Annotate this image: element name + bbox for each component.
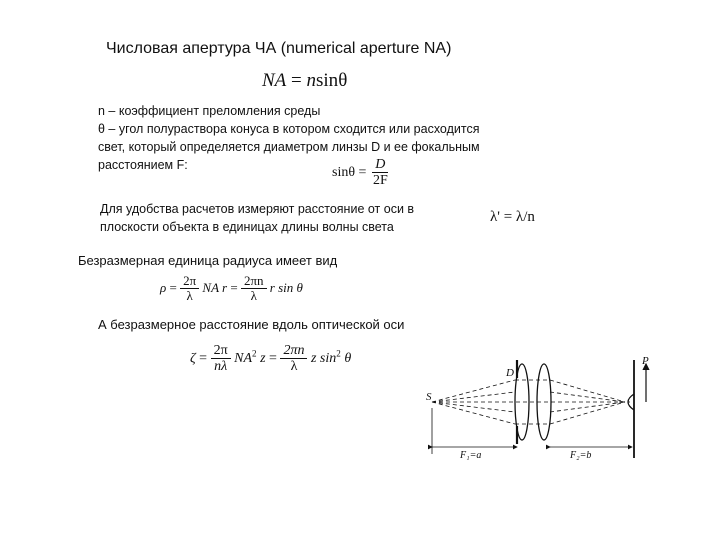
formula-rho-eq2: = <box>230 279 238 295</box>
formula-zeta-eq2: = <box>269 351 277 367</box>
formula-zeta-frac1-den: nλ <box>214 359 228 375</box>
formula-rho-frac1-den: λ <box>186 288 193 304</box>
light-rays <box>432 380 630 424</box>
formula-zeta-frac1-num: 2π <box>211 343 231 359</box>
page-title: Числовая апертура ЧА (numerical aperture NA) <box>106 40 452 57</box>
formula-rho-tail: r sin θ <box>269 279 303 295</box>
definition-theta-3: расстоянием F: <box>98 158 188 172</box>
formula-zeta-frac1 <box>211 343 231 375</box>
formula-rho-lhs: ρ <box>160 279 167 295</box>
definition-theta-2: свет, который определяется диаметром линзы D и ее фокальным <box>98 140 480 154</box>
formula-zeta <box>190 343 351 375</box>
formula-lambda-prime: λ' = λ/n <box>490 209 535 225</box>
label-f2: F₂=b <box>570 450 592 461</box>
convenience-line-1: Для удобства расчетов измеряют расстояние от оси в <box>100 202 415 216</box>
formula-rho-mid: NA r <box>202 279 228 295</box>
formula-zeta-frac2-den: λ <box>290 359 298 375</box>
label-s: S <box>426 391 432 403</box>
formula-sin-num: D <box>372 157 388 173</box>
optical-diagram <box>420 350 660 475</box>
formula-rho-frac2 <box>241 274 267 304</box>
formula-rho-frac2-num: 2πn <box>241 274 267 289</box>
formula-na-n: n <box>306 70 316 91</box>
formula-sin <box>332 157 391 189</box>
formula-na-theta: θ <box>338 70 348 91</box>
formula-zeta-mid: NA <box>234 351 253 367</box>
formula-zeta-frac2-num: 2πn <box>280 343 307 359</box>
formula-rho <box>160 274 303 304</box>
definition-n: n – коэффициент преломления среды <box>98 104 321 118</box>
label-d: D <box>506 367 514 379</box>
axial-heading: А безразмерное расстояние вдоль оптической оси <box>98 317 405 332</box>
formula-sin-eq: = <box>358 165 367 181</box>
formula-zeta-frac2 <box>280 343 307 375</box>
formula-rho-eq1: = <box>169 279 177 295</box>
convenience-line-2: плоскости объекта в единицах длины волны света <box>100 220 394 234</box>
formula-na-eq: = <box>291 70 302 91</box>
formula-sin-den: 2F <box>372 173 388 189</box>
formula-sin-lhs: sinθ <box>332 165 356 181</box>
formula-na-sin: sin <box>316 70 339 91</box>
label-p: P <box>642 355 649 367</box>
formula-zeta-lhs: ζ <box>190 351 196 367</box>
formula-zeta-tail-sup: 2 <box>336 348 341 359</box>
formula-na <box>262 70 347 92</box>
formula-rho-frac2-den: λ <box>250 288 257 304</box>
radius-heading: Безразмерная единица радиуса имеет вид <box>78 253 338 268</box>
formula-na-lhs: NA <box>262 70 287 91</box>
formula-zeta-mid-sup: 2 <box>252 348 257 359</box>
definition-theta-1: θ – угол полураствора конуса в котором сходится или расходится <box>98 122 480 136</box>
formula-rho-frac1 <box>180 274 199 304</box>
formula-sin-fraction <box>370 157 391 189</box>
formula-zeta-mid2: z <box>260 351 266 367</box>
formula-zeta-tail-theta: θ <box>344 351 352 367</box>
label-f1: F₁=a <box>460 450 482 461</box>
formula-zeta-eq1: = <box>199 351 208 367</box>
formula-rho-frac1-num: 2π <box>180 274 199 289</box>
formula-zeta-tail: z sin <box>310 351 337 367</box>
